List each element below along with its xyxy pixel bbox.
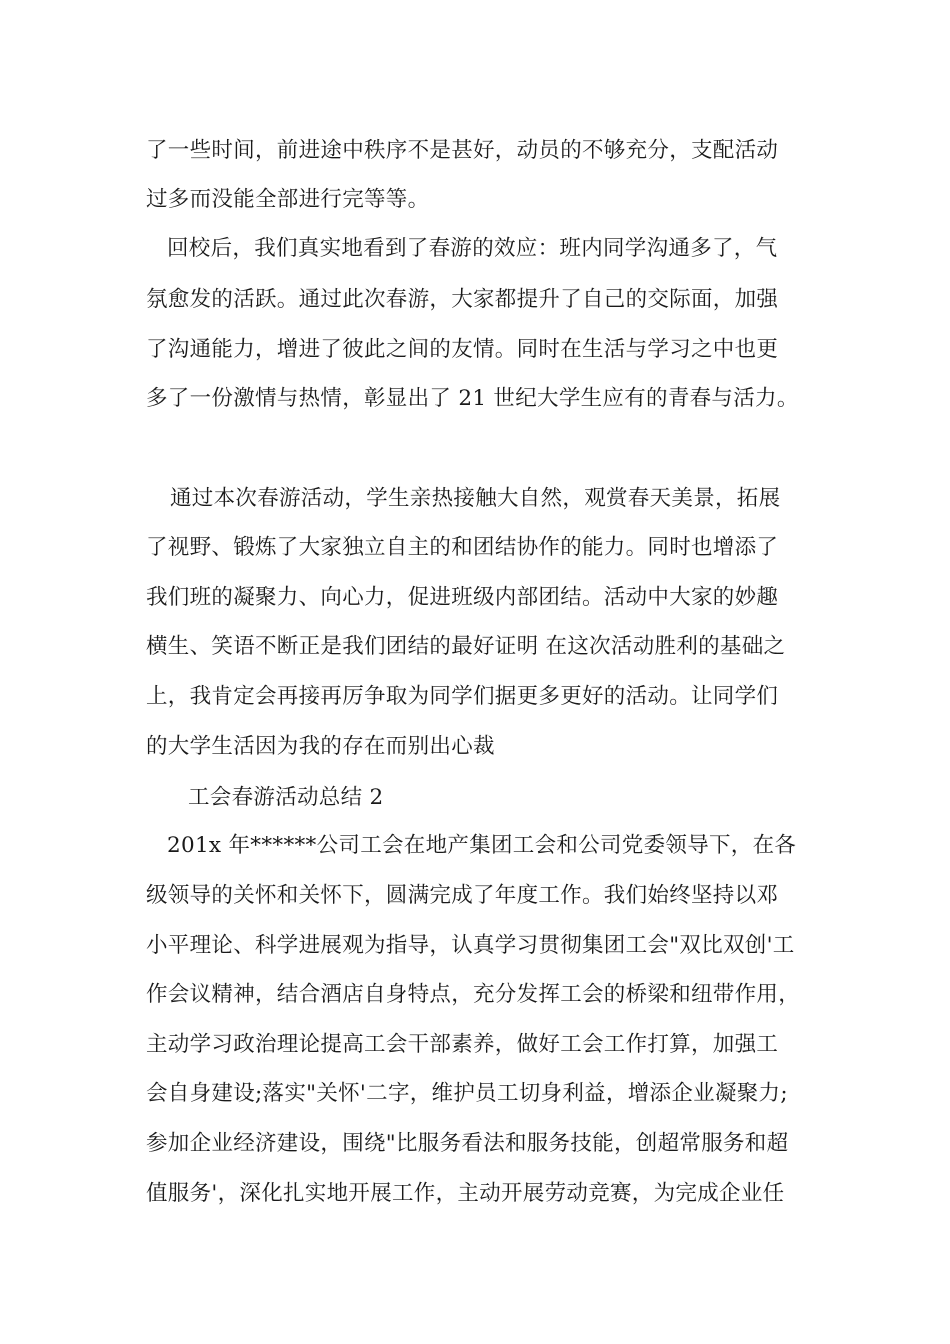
paragraph-line: 值服务'，深化扎实地开展工作，主动开展劳动竞赛，为完成企业任 <box>146 1181 785 1206</box>
paragraph-line: 201x 年******公司工会在地产集团工会和公司党委领导下，在各 <box>167 833 797 858</box>
paragraph-line: 横生、笑语不断正是我们团结的最好证明 在这次活动胜利的基础之 <box>146 634 786 659</box>
section-heading: 工会春游活动总结 2 <box>188 785 384 810</box>
paragraph-line: 通过本次春游活动，学生亲热接触大自然，观赏春天美景，拓展 <box>170 486 781 511</box>
paragraph-line: 会自身建设;落实"关怀'二字，维护员工切身利益，增添企业凝聚力; <box>146 1081 788 1106</box>
paragraph-line: 过多而没能全部进行完等等。 <box>146 187 430 212</box>
paragraph-line: 多了一份激情与热情，彰显出了 21 世纪大学生应有的青春与活力。 <box>146 386 799 411</box>
paragraph-line: 作会议精神，结合酒店自身特点，充分发挥工会的桥梁和纽带作用， <box>146 982 801 1007</box>
paragraph-line: 级领导的关怀和关怀下，圆满完成了年度工作。我们始终坚持以邓 <box>146 883 779 908</box>
paragraph-line: 主动学习政治理论提高工会干部素养，做好工会工作打算，加强工 <box>146 1032 779 1057</box>
paragraph-line: 上，我肯定会再接再厉争取为同学们据更多更好的活动。让同学们 <box>146 684 779 709</box>
paragraph-line: 了视野、锻炼了大家独立自主的和团结协作的能力。同时也增添了 <box>146 535 779 560</box>
paragraph-line: 了沟通能力，增进了彼此之间的友情。同时在生活与学习之中也更 <box>146 337 779 362</box>
paragraph-line: 的大学生活因为我的存在而别出心裁 <box>146 734 495 759</box>
paragraph-line: 回校后，我们真实地看到了春游的效应：班内同学沟通多了，气 <box>167 236 778 261</box>
paragraph-line: 了一些时间，前进途中秩序不是甚好，动员的不够充分，支配活动 <box>146 138 779 163</box>
paragraph-line: 小平理论、科学进展观为指导，认真学习贯彻集团工会"双比双创'工 <box>146 933 795 958</box>
paragraph-line: 我们班的凝聚力、向心力，促进班级内部团结。活动中大家的妙趣 <box>146 585 779 610</box>
paragraph-line: 参加企业经济建设，围绕"比服务看法和服务技能，创超常服务和超 <box>146 1131 789 1156</box>
paragraph-line: 氛愈发的活跃。通过此次春游，大家都提升了自己的交际面，加强 <box>146 287 779 312</box>
